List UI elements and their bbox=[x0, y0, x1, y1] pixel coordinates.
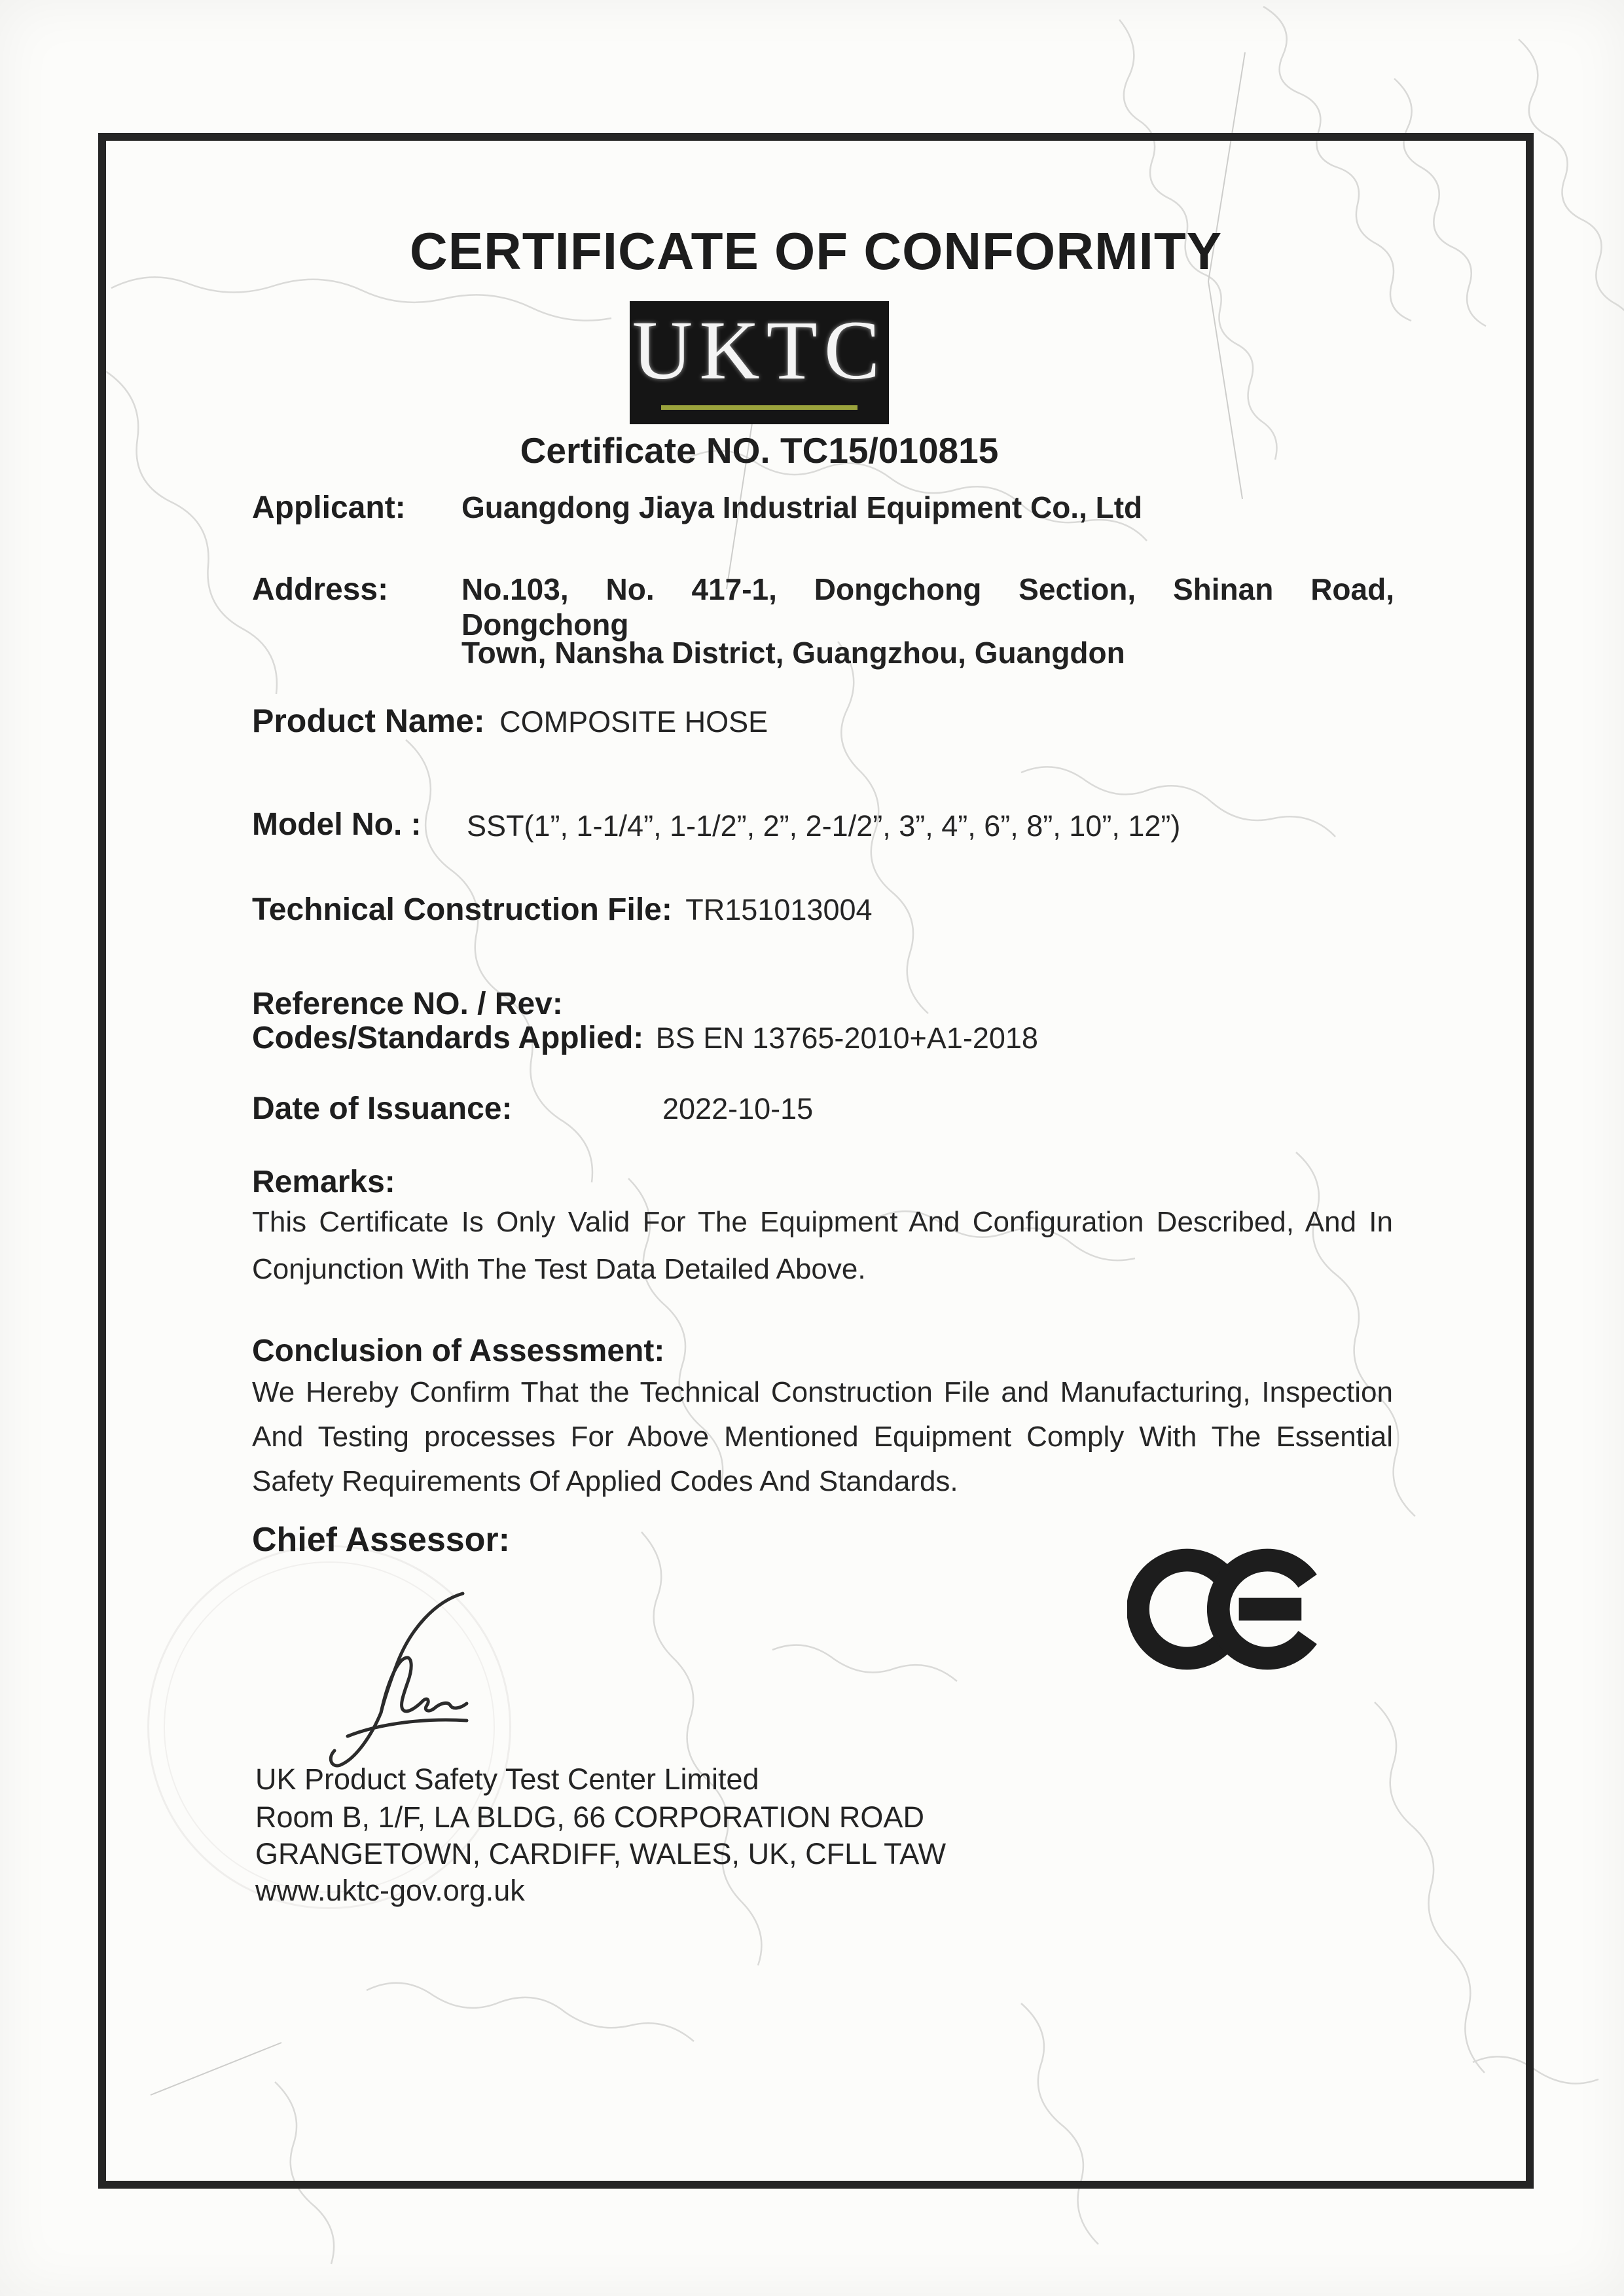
uktc-logo-underline bbox=[661, 405, 857, 410]
codes-standards-value: BS EN 13765-2010+A1-2018 bbox=[655, 1021, 1038, 1055]
address-label: Address: bbox=[252, 572, 389, 607]
tcf-value: TR151013004 bbox=[685, 893, 873, 926]
product-name-label: Product Name: bbox=[252, 702, 485, 739]
footer-website: www.uktc-gov.org.uk bbox=[255, 1874, 525, 1907]
tcf-label: Technical Construction File: bbox=[252, 892, 672, 927]
uktc-logo-text: UKTC bbox=[632, 304, 887, 397]
remarks-line-2: Conjunction With The Test Data Detailed Above. bbox=[252, 1253, 866, 1285]
address-line2: Town, Nansha District, Guangzhou, Guangdon bbox=[461, 636, 1125, 670]
conclusion-line-1: We Hereby Confirm That the Technical Construction File and Manufacturing, Inspection bbox=[252, 1376, 1393, 1408]
remarks-line-1: This Certificate Is Only Valid For The Equipment And Configuration Described, And In bbox=[252, 1206, 1393, 1238]
date-of-issuance-label: Date of Issuance: bbox=[252, 1091, 513, 1126]
footer-address-line2: GRANGETOWN, CARDIFF, WALES, UK, CFLL TAW bbox=[255, 1837, 947, 1870]
certificate-number: Certificate NO. TC15/010815 bbox=[520, 430, 999, 471]
chief-assessor-label: Chief Assessor: bbox=[252, 1521, 510, 1559]
remarks-label: Remarks: bbox=[252, 1165, 395, 1199]
model-no-value: SST(1”, 1-1/4”, 1-1/2”, 2”, 2-1/2”, 3”, 4”, 6”, 8”, 10”, 12”) bbox=[467, 809, 1181, 843]
date-of-issuance-value: 2022-10-15 bbox=[662, 1092, 814, 1125]
certificate-title: CERTIFICATE OF CONFORMITY bbox=[409, 222, 1223, 280]
conclusion-line-3: Safety Requirements Of Applied Codes And Standards. bbox=[252, 1465, 958, 1497]
codes-standards-label: Codes/Standards Applied: bbox=[252, 1021, 644, 1055]
ce-mark bbox=[1127, 1540, 1324, 1679]
footer-company: UK Product Safety Test Center Limited bbox=[255, 1762, 759, 1796]
model-no-label: Model No. : bbox=[252, 807, 422, 842]
address-line1: No.103, No. 417-1, Dongchong Section, Shinan Road, Dongchong bbox=[461, 572, 1394, 642]
reference-label: Reference NO. / Rev: bbox=[252, 987, 563, 1021]
conclusion-label: Conclusion of Assessment: bbox=[252, 1334, 665, 1368]
applicant-value: Guangdong Jiaya Industrial Equipment Co., Ltd bbox=[461, 490, 1143, 524]
applicant-label: Applicant: bbox=[252, 490, 406, 525]
conclusion-line-2: And Testing processes For Above Mentioned Equipment Comply With The Essential bbox=[252, 1421, 1393, 1453]
uktc-logo bbox=[630, 301, 889, 424]
signature-icon bbox=[298, 1584, 520, 1781]
product-name-value: COMPOSITE HOSE bbox=[499, 705, 768, 738]
footer-address-line1: Room B, 1/F, LA BLDG, 66 CORPORATION ROAD bbox=[255, 1800, 924, 1834]
